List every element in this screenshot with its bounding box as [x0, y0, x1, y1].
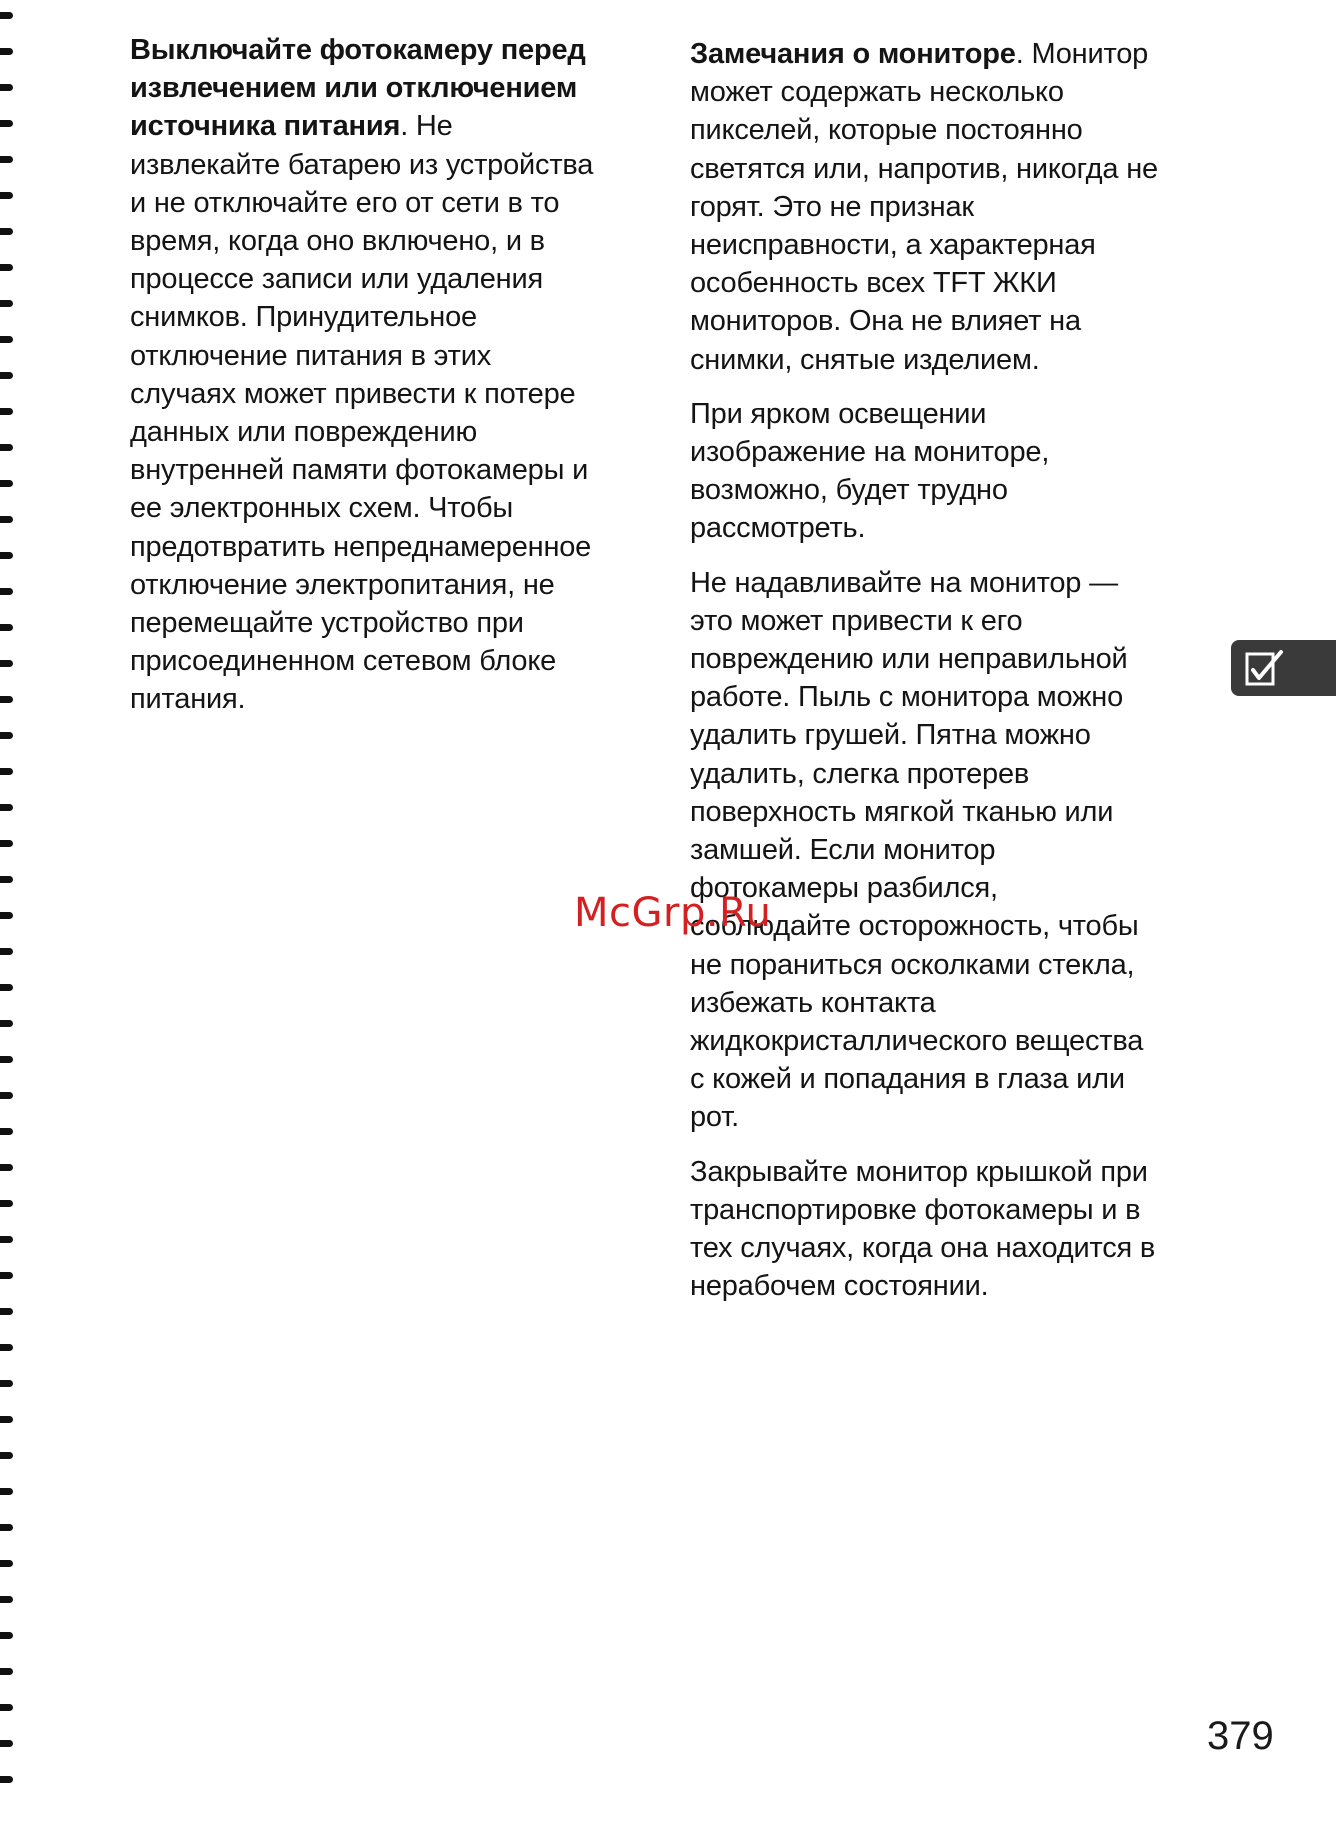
binding-mark	[0, 1704, 13, 1711]
binding-mark	[0, 660, 13, 667]
page-number: 379	[1207, 1714, 1274, 1758]
binding-mark	[0, 84, 13, 91]
binding-mark	[0, 120, 13, 127]
binding-mark	[0, 1344, 13, 1351]
binding-mark	[0, 552, 13, 559]
left-column	[130, 31, 650, 735]
binding-mark	[0, 1488, 13, 1495]
binding-mark	[0, 696, 13, 703]
bright-light-paragraph: При ярком освещении изображение на мониторе, возможно, будет трудно рассмотреть.	[690, 397, 1050, 545]
binding-mark	[0, 1092, 13, 1099]
binding-mark	[0, 768, 13, 775]
pressure-warning-paragraph: Не надавливайте на монитор — это может привести к его повреждению или неправильной работе. Пыль с монитора можно удалить грушей. Пятна можно удалить, слегка протерев поверхность мягкой тканью или замшей. Если монитор фотокамеры разбился, соблюдайте осторожность, чтобы не пораниться осколками стекла, избежать контакта жидкокристаллического вещества с кожей и попадания в глаза или рот.	[690, 566, 1144, 1134]
binding-mark	[0, 912, 13, 919]
monitor-notes-paragraph	[690, 35, 1250, 379]
binding-mark	[0, 1056, 13, 1063]
watermark: McGrp.Ru	[574, 890, 772, 936]
binding-mark	[0, 1740, 13, 1747]
binding-mark	[0, 264, 13, 271]
binding-mark	[0, 840, 13, 847]
binding-mark	[0, 1308, 13, 1315]
binding-mark	[0, 732, 13, 739]
binding-mark	[0, 1164, 13, 1171]
pencil-check-icon	[1245, 648, 1285, 688]
power-warning-heading: Выключайте фотокамеру перед извлечением или отключением источника питания	[130, 34, 586, 143]
binding-mark	[0, 1560, 13, 1567]
section-tab	[1231, 640, 1336, 696]
binding-mark	[0, 984, 13, 991]
binding-mark	[0, 1236, 13, 1243]
binding-mark	[0, 228, 13, 235]
binding-mark	[0, 1020, 13, 1027]
binding-mark	[0, 1200, 13, 1207]
binding-mark	[0, 948, 13, 955]
binding-mark	[0, 588, 13, 595]
binding-mark	[0, 12, 13, 19]
spiral-binding	[0, 0, 16, 1824]
binding-mark	[0, 372, 13, 379]
binding-mark	[0, 804, 13, 811]
cover-monitor-paragraph: Закрывайте монитор крышкой при транспортировке фотокамеры и в тех случаях, когда она находится в нерабочем состоянии.	[690, 1155, 1156, 1303]
monitor-notes-heading: Замечания о мониторе	[690, 38, 1016, 70]
binding-mark	[0, 192, 13, 199]
binding-mark	[0, 1524, 13, 1531]
monitor-notes-text: . Монитор может содержать несколько пикселей, которые постоянно светятся или, напротив, никогда не горят. Это не признак неисправности, а характерная особенность всех TFT ЖКИ мониторов. Она не влияет на снимки, снятые изделием.	[690, 38, 1158, 376]
binding-mark	[0, 516, 13, 523]
binding-mark	[0, 1272, 13, 1279]
binding-mark	[0, 1596, 13, 1603]
binding-mark	[0, 408, 13, 415]
power-warning-text: . Не извлекайте батарею из устройства и не отключайте его от сети в то время, когда оно включено, и в процессе записи или удаления снимков. Принудительное отключение питания в этих случаях может привести к потере данных или повреждению внутренней памяти фотокамеры и ее электронных схем. Чтобы предотвратить непреднамеренное отключение электропитания, не перемещайте устройство при присоединенном сетевом блоке питания.	[130, 110, 594, 716]
binding-mark	[0, 1632, 13, 1639]
binding-mark	[0, 624, 13, 631]
binding-mark	[0, 876, 13, 883]
binding-mark	[0, 1776, 13, 1783]
binding-mark	[0, 48, 13, 55]
binding-mark	[0, 156, 13, 163]
binding-mark	[0, 300, 13, 307]
binding-mark	[0, 1128, 13, 1135]
binding-mark	[0, 444, 13, 451]
binding-mark	[0, 1416, 13, 1423]
binding-mark	[0, 1668, 13, 1675]
right-column	[690, 35, 1250, 1322]
binding-mark	[0, 1380, 13, 1387]
binding-mark	[0, 480, 13, 487]
binding-mark	[0, 1452, 13, 1459]
binding-mark	[0, 336, 13, 343]
power-warning-paragraph	[130, 31, 650, 719]
